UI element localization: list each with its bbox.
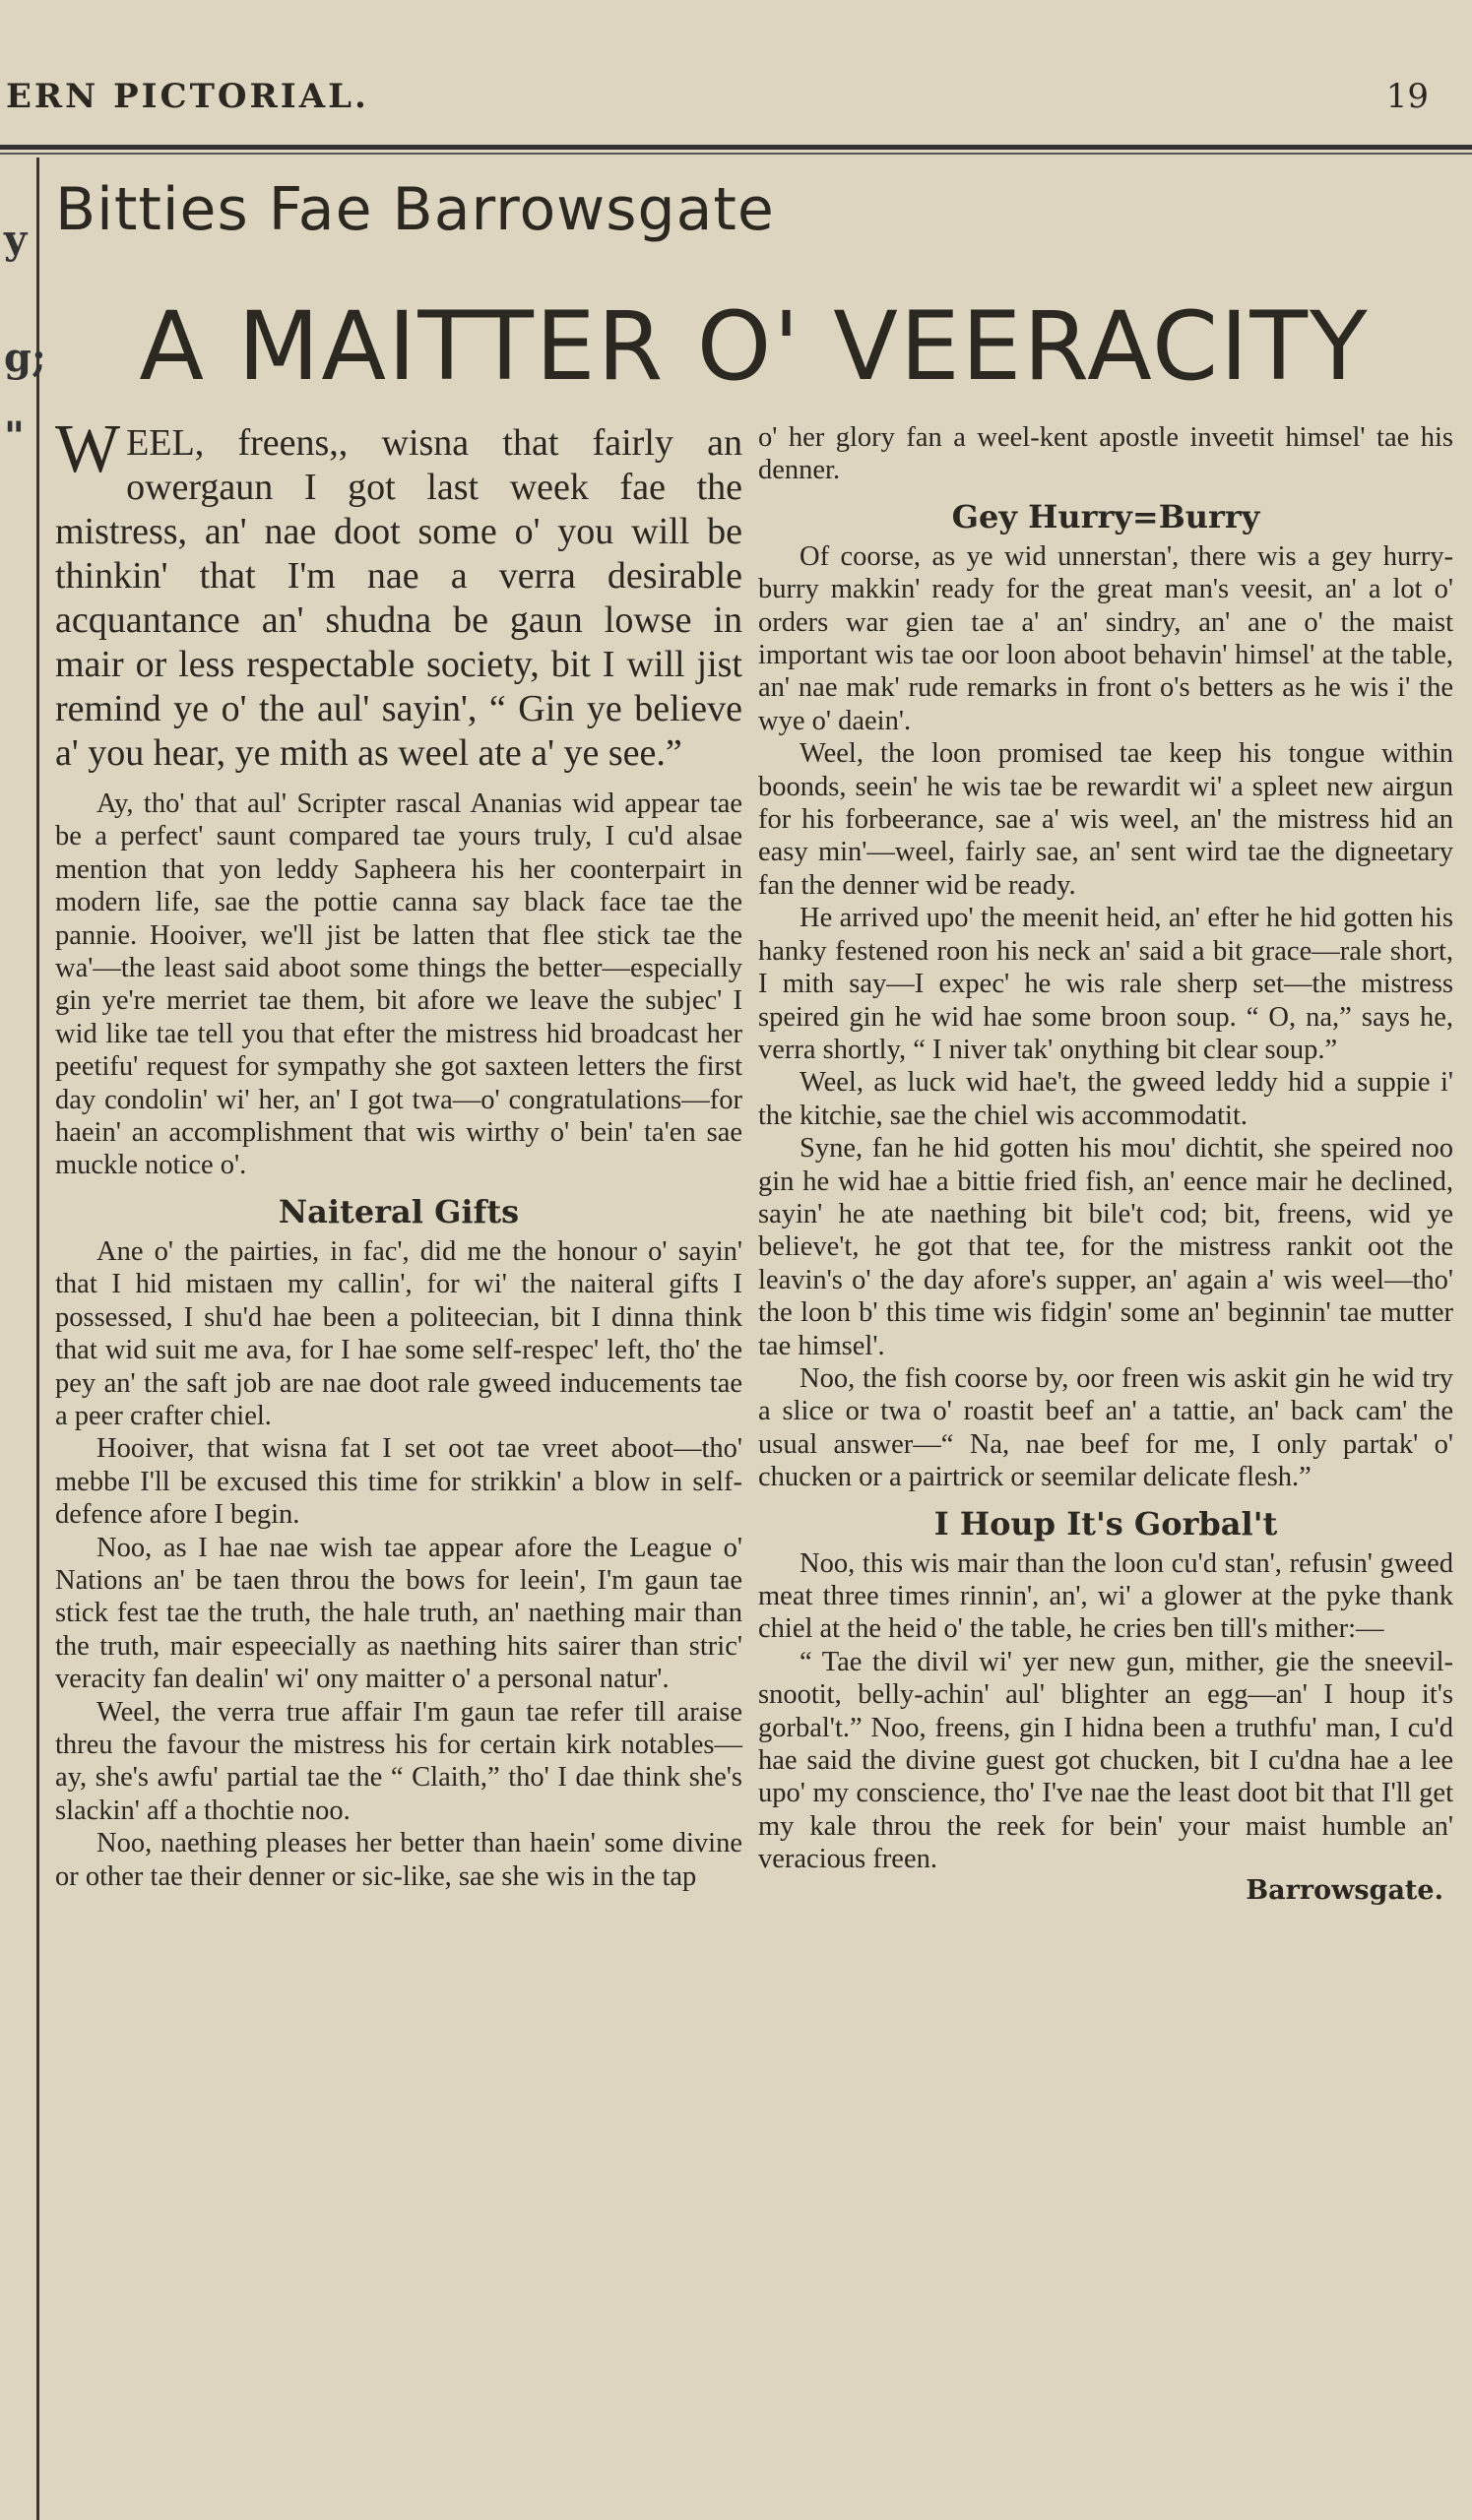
running-head (0, 77, 1472, 120)
paragraph: Weel, the loon promised tae keep his tongue within boonds, seein' he wis tae be rewardit wi' a spleet new airgun for his forbeerance, sae a' wis weel, an' the mistress hid an easy min'—weel, fairly sae, an' sent wird tae the digneetary fan the denner wid be ready. (758, 738, 1453, 901)
paragraph: “ Tae the divil wi' yer new gun, mither, gie the sneevil-snootit, belly-achin' aul' blighter an egg—an' I houp it's gorbal't.” Noo, freens, gin I hidna been a truthfu' man, I cu'd hae said the divine guest got chucken, bit I cu'dna hae a lee upo' my conscience, tho' I've nae the least doot bit that I'll get my kale throu the reek for bein' your maist humble an' veracious freen. (758, 1646, 1453, 1875)
page-number: 19 (1385, 77, 1429, 116)
fragment-1: y (4, 217, 28, 263)
right-column (758, 421, 1453, 1907)
header-rule-thin (0, 153, 1472, 155)
subhead-i-houp-its-gorbalt: I Houp It's Gorbal't (933, 1504, 1278, 1543)
paragraph: o' her glory fan a weel-kent apostle inveetit himsel' tae his denner. (758, 422, 1453, 486)
paragraph: Ane o' the pairties, in fac', did me the honour o' sayin' that I hid mistaen my callin', for wi' the naiteral gifts I possessed, I shu'd hae been a politeecian, bit I dinna think that wid suit me ava, for I hae some self-respec' left, tho' the pey an' the saft job are nae doot rale gweed inducements tae a peer crafter chiel. (55, 1235, 742, 1431)
paragraph: Weel, as luck wid hae't, the gweed leddy hid a suppie i' the kitchie, sae the chiel wis accommodatit. (758, 1067, 1453, 1131)
paragraph: Ay, tho' that aul' Scripter rascal Ananias wid appear tae be a perfect' saunt compared tae yours truly, I cu'd alsae mention that yon leddy Sapheera his her coonterpairt in modern life, sae the pottie canna say black face tae the pannie. Hooiver, we'll jist be latten that flee stick tae the wa'—the least said aboot some things the better—especially gin ye're merriet tae them, bit afore we leave the subjec' I wid like tae tell you that efter the mistress hid broadcast her peetifu' request for sympathy she got saxteen letters the first day condolin' wi' her, an' I got twa—o' congratulations—for haein' an accomplishment that wis wirthy o' bein' ta'en sae muckle notice o'. (55, 788, 742, 1181)
subhead-gey-hurry-burry: Gey Hurry=Burry (951, 497, 1260, 536)
lead-paragraph: WEEL, freens,, wisna that fairly an owergaun I got last week fae the mistress, an' nae doot some o' you will be thinkin' that I'm nae a verra desirable acquantance an' shudna be gaun lowse in mair or less respectable society, bit I will jist remind ye o' the aul' sayin', “ Gin ye believe a' you hear, ye mith as weel ate a' ye see.” (55, 411, 742, 774)
drop-cap: W (55, 411, 121, 487)
headline: A MAITTER O' VEERACITY (139, 291, 1370, 402)
paragraph: Noo, naething pleases her better than haein' some divine or other tae their denner or sic-like, sae she wis in the tap (55, 1828, 742, 1892)
paragraph: Noo, this wis mair than the loon cu'd stan', refusin' gweed meat three times rinnin', an', wi' a glower at the pyke thank chiel at the heid o' the table, he cries ben till's mither:— (758, 1547, 1453, 1645)
fragment-2: g; (4, 335, 46, 381)
paragraph: He arrived upo' the meenit heid, an' efter he hid gotten his hanky festened roon his neck an' said a bit grace—rale short, I mith say—I expec' he wis rale sherp set—the mistress speired gin he wid hae some broon soup. “ O, na,” says he, verra shortly, “ I niver tak' onything bit clear soup.” (758, 903, 1453, 1065)
author-signature: Barrowsgate. (1246, 1874, 1443, 1906)
header-rule (0, 145, 1472, 150)
column-rule-left (36, 158, 39, 2520)
paragraph: Of coorse, as ye wid unnerstan', there wis a gey hurry-burry makkin' ready for the great man's veesit, an' a lot o' orders war gien tae a' an' sindry, an' ane o' the maist important wis tae oor loon aboot behavin' himsel' at the table, an' nae mak' rude remarks in front o's betters as he wis i' the wye o' daein'. (758, 540, 1453, 736)
paragraph: Weel, the verra true affair I'm gaun tae refer till araise threu the favour the mistress his for certain kirk notables—ay, she's awfu' partial tae the “ Claith,” tho' I dae think she's slackin' aff a thochtie noo. (55, 1696, 742, 1826)
paragraph: Hooiver, that wisna fat I set oot tae vreet aboot—tho' mebbe I'll be excused this time for strikkin' a blow in self-defence afore I begin. (55, 1433, 742, 1531)
series-title: Bitties Fae Barrowsgate (55, 175, 775, 244)
paragraph: Syne, fan he hid gotten his mou' dichtit, she speired noo gin he wid hae a bittie fried fish, an' eence mair he declined, sayin' he ate naething bit bile't cod; bit, freens, wid ye believe't, he got that tee, for the mistress rankit oot the leavin's o' the day afore's supper, an' again a' wis weel—tho' the loon b' this time wis fidgin' some an' beginnin' tae mutter tae himsel'. (758, 1133, 1453, 1361)
fragment-3: " (4, 413, 25, 460)
paragraph: Noo, as I hae nae wish tae appear afore the League o' Nations an' be taen throu the bows for leein', I'm gaun tae stick fest tae the truth, the hale truth, an' naething mair than the truth, mair espeecially as naething hits sairer than stric' veracity fan dealin' wi' ony maitter o' a personal natur'. (55, 1532, 742, 1695)
running-title: ERN PICTORIAL. (6, 77, 369, 116)
subhead-naiteral-gifts: Naiteral Gifts (278, 1192, 520, 1230)
left-column (55, 411, 742, 1893)
paragraph: Noo, the fish coorse by, oor freen wis askit gin he wid try a slice or twa o' roastit beef an' a tattie, an' back cam' the usual answer—“ Na, nae beef for me, I only partak' o' chucken or a pairtrick or seemilar delicate flesh.” (758, 1362, 1453, 1493)
adjacent-column-fragments (0, 167, 46, 2520)
